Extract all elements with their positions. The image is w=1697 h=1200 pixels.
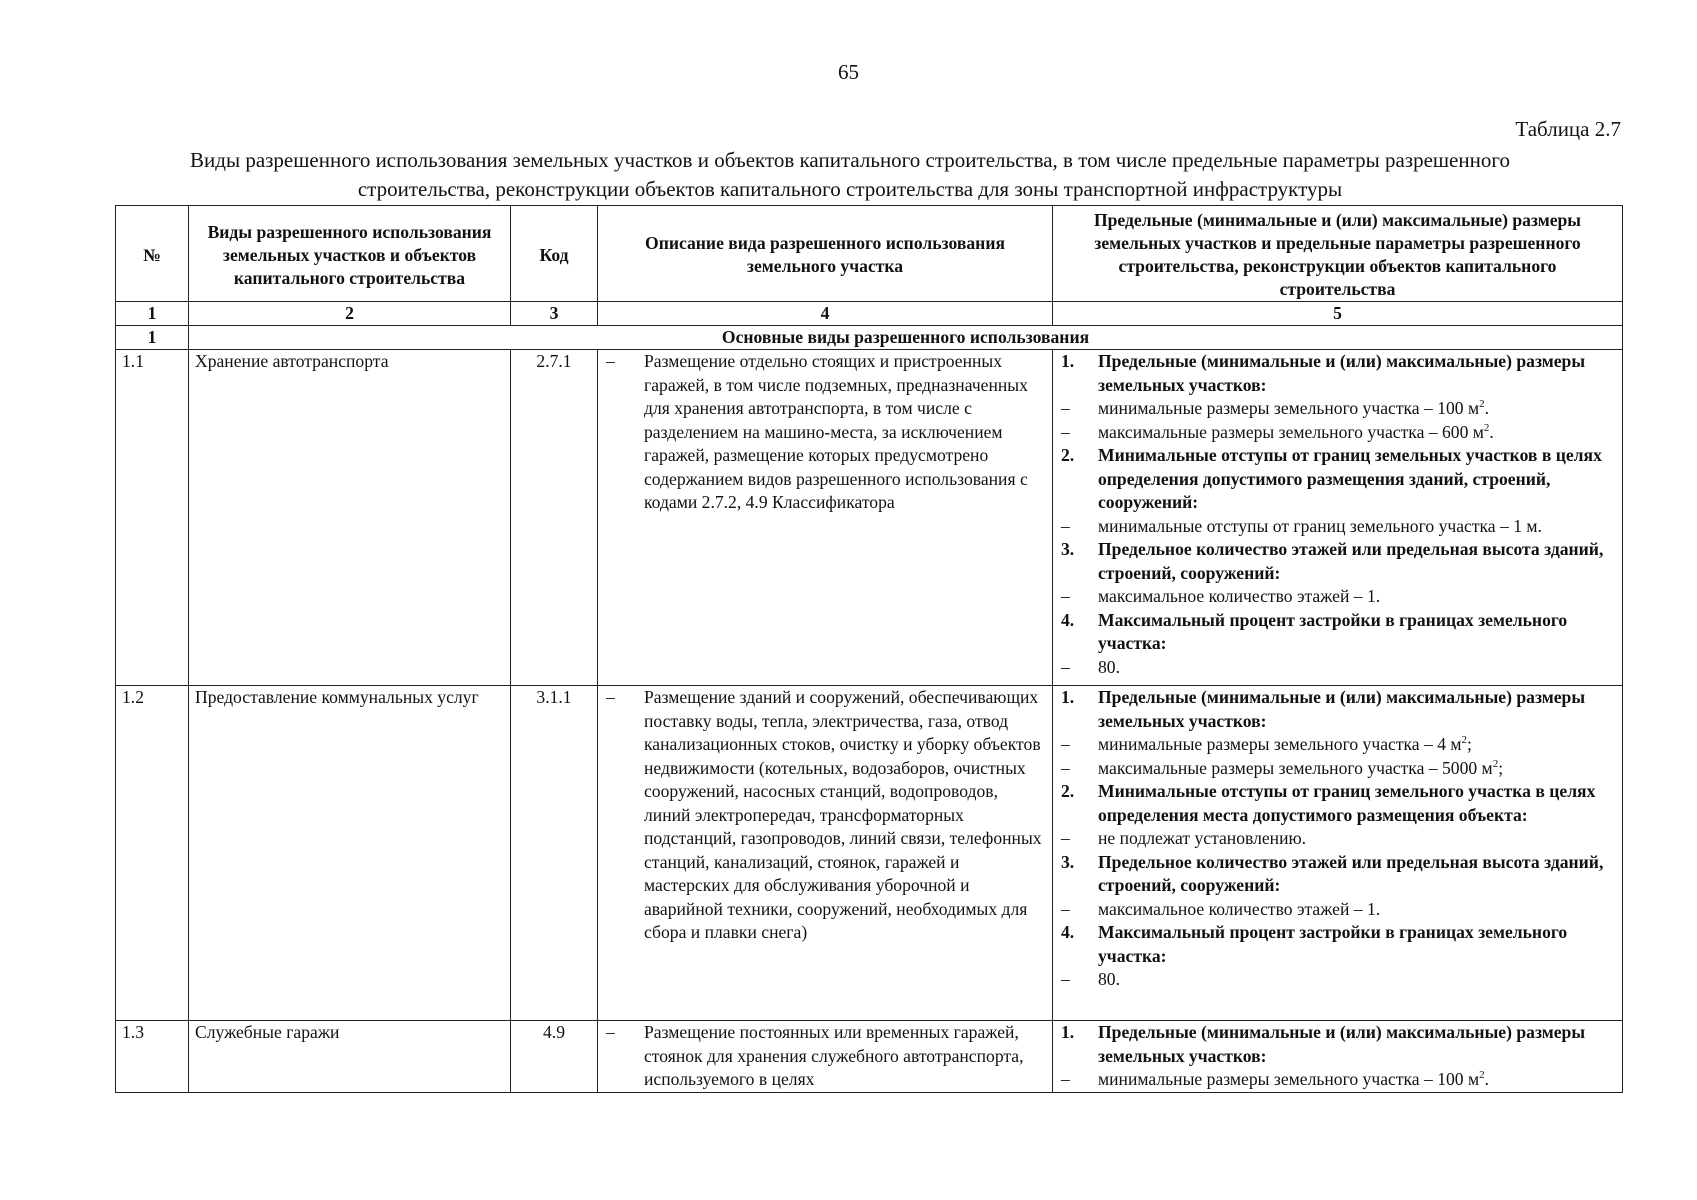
- section-row: [116, 326, 1623, 350]
- row-number: 1.2: [116, 686, 189, 1021]
- param-text: [1098, 757, 1618, 781]
- param-text: [1098, 780, 1618, 827]
- param-marker: –: [1061, 757, 1070, 778]
- param-marker: 3.: [1061, 539, 1075, 559]
- row-number: 1.1: [116, 350, 189, 686]
- use-description-cell: [598, 686, 1053, 1021]
- param-marker: 4.: [1061, 922, 1075, 942]
- param-marker: –: [1061, 586, 1070, 606]
- param-value: Максимальный процент застройки в границах земельного участка:: [1098, 922, 1568, 966]
- table-row: [116, 1021, 1623, 1093]
- param-value: минимальные размеры земельного участка – 4 м: [1098, 734, 1462, 754]
- param-item: [1061, 1068, 1618, 1092]
- column-number-row: [116, 302, 1623, 326]
- param-text: [1098, 733, 1618, 757]
- param-item: [1061, 827, 1618, 851]
- use-description-cell: [598, 350, 1053, 686]
- param-text: [1098, 851, 1618, 898]
- param-marker: 3.: [1061, 851, 1075, 872]
- use-name: Служебные гаражи: [189, 1021, 511, 1093]
- param-punctuation: .: [1489, 421, 1494, 442]
- param-marker: –: [1061, 969, 1070, 989]
- param-item: [1061, 515, 1618, 539]
- use-name: Предоставление коммунальных услуг: [189, 686, 511, 1021]
- use-code: 3.1.1: [511, 686, 598, 1021]
- param-value: Предельные (минимальные и (или) максимальные) размеры земельных участков:: [1098, 1022, 1586, 1066]
- param-text: [1098, 515, 1618, 539]
- unit-superscript: 2: [1461, 734, 1468, 747]
- table-row: [116, 686, 1623, 1021]
- param-text: [1098, 898, 1618, 922]
- param-item: [1061, 898, 1618, 922]
- table-label: Таблица 2.7: [1515, 117, 1621, 141]
- use-description: [604, 686, 1046, 945]
- param-value: 80.: [1098, 969, 1120, 989]
- param-text: [1098, 350, 1618, 397]
- param-punctuation: .: [1484, 398, 1490, 418]
- param-item: [1061, 757, 1618, 781]
- param-value: минимальные размеры земельного участка – 100 м: [1098, 398, 1480, 418]
- column-number: 5: [1053, 302, 1623, 326]
- use-params: [1053, 686, 1623, 1021]
- zoning-table: [115, 205, 1623, 1093]
- section-number: 1: [116, 326, 189, 350]
- param-heading: [1061, 444, 1618, 515]
- use-name: Хранение автотранспорта: [189, 350, 511, 686]
- param-value: максимальное количество этажей – 1.: [1098, 898, 1381, 919]
- param-item: [1061, 421, 1618, 445]
- param-value: Минимальные отступы от границ земельных участков в целях определения допустимого размещения зданий, строений, сооружений:: [1098, 445, 1602, 512]
- param-text: [1098, 921, 1618, 968]
- unit-superscript: 2: [1479, 1069, 1485, 1082]
- header-no: №: [116, 206, 189, 302]
- unit-superscript: 2: [1492, 757, 1499, 770]
- param-text: [1098, 421, 1618, 445]
- param-marker: 1.: [1061, 687, 1075, 707]
- param-text: [1098, 397, 1618, 421]
- param-punctuation: ;: [1498, 757, 1504, 778]
- param-item: [1061, 656, 1618, 680]
- param-marker: 2.: [1061, 781, 1075, 801]
- param-text: [1098, 585, 1618, 609]
- param-text: [1098, 1021, 1618, 1068]
- param-value: Минимальные отступы от границ земельного участка в целях определения места допустимого размещения объекта:: [1098, 781, 1596, 825]
- param-text: [1098, 1068, 1618, 1092]
- param-heading: [1061, 686, 1618, 733]
- param-marker: –: [1061, 398, 1070, 418]
- param-value: 80.: [1098, 656, 1120, 677]
- column-number: 4: [598, 302, 1053, 326]
- param-value: не подлежат установлению.: [1098, 828, 1307, 848]
- header-code: Код: [511, 206, 598, 302]
- dash-marker: –: [606, 1022, 615, 1042]
- table-title: Виды разрешенного использования земельных участков и объектов капитального строительства, в том числе предельные параметры разрешенного строительства, реконструкции объектов капитального строительства для зоны транспортной инфраструктуры: [190, 148, 1510, 201]
- table-header-row: [116, 206, 1623, 302]
- param-value: максимальные размеры земельного участка – 600 м: [1098, 421, 1484, 442]
- param-text: [1098, 968, 1618, 992]
- dash-marker: –: [606, 351, 615, 371]
- param-value: Максимальный процент застройки в границах земельного участка:: [1098, 609, 1568, 653]
- column-number: 2: [189, 302, 511, 326]
- row-number: 1.3: [116, 1021, 189, 1093]
- param-value: максимальное количество этажей – 1.: [1098, 586, 1381, 606]
- param-marker: 1.: [1061, 351, 1075, 371]
- param-marker: 2.: [1061, 445, 1075, 465]
- param-marker: –: [1061, 656, 1070, 677]
- use-params: [1053, 1021, 1623, 1093]
- param-punctuation: .: [1484, 1069, 1490, 1089]
- param-text: [1098, 656, 1618, 680]
- param-item: [1061, 585, 1618, 609]
- column-number: 1: [116, 302, 189, 326]
- header-params: Предельные (минимальные и (или) максимальные) размеры земельных участков и предельные параметры разрешенного строительства, реконструкции объектов капитального строительства: [1053, 206, 1623, 302]
- use-description-cell: [598, 1021, 1053, 1093]
- param-punctuation: ;: [1467, 734, 1472, 754]
- unit-superscript: 2: [1483, 421, 1490, 434]
- dash-marker: –: [606, 687, 615, 707]
- use-params: [1053, 350, 1623, 686]
- param-value: Предельные (минимальные и (или) максимальные) размеры земельных участков:: [1098, 351, 1586, 395]
- use-description: [604, 1021, 1046, 1092]
- param-heading: [1061, 780, 1618, 827]
- param-heading: [1061, 921, 1618, 968]
- param-value: минимальные отступы от границ земельного участка – 1 м.: [1098, 515, 1542, 536]
- param-marker: –: [1061, 828, 1070, 848]
- param-text: [1098, 827, 1618, 851]
- param-marker: –: [1061, 898, 1070, 919]
- param-heading: [1061, 538, 1618, 585]
- param-marker: 1.: [1061, 1022, 1075, 1042]
- param-heading: [1061, 851, 1618, 898]
- column-number: 3: [511, 302, 598, 326]
- param-value: Предельные (минимальные и (или) максимальные) размеры земельных участков:: [1098, 687, 1586, 731]
- description-text: Размещение зданий и сооружений, обеспечивающих поставку воды, тепла, электричества, газа, отвод канализационных стоков, очистку и уборку объектов недвижимости (котельных, водозаборов, очистных сооружений, насосных станций, водопроводов, линий электропередач, трансформаторных подстанций, газопроводов, линий связи, телефонных станций, канализаций, стоянок, гаражей и мастерских для обслуживания уборочной и аварийной техники, сооружений, необходимых для сбора и плавки снега): [644, 687, 1042, 942]
- param-item: [1061, 733, 1618, 757]
- param-value: Предельное количество этажей или предельная высота зданий, строений, сооружений:: [1098, 539, 1604, 583]
- param-item: [1061, 968, 1618, 992]
- param-heading: [1061, 609, 1618, 656]
- param-heading: [1061, 350, 1618, 397]
- use-description: [604, 350, 1046, 515]
- use-code: 4.9: [511, 1021, 598, 1093]
- param-marker: –: [1061, 734, 1070, 754]
- param-text: [1098, 609, 1618, 656]
- description-text: Размещение отдельно стоящих и пристроенных гаражей, в том числе подземных, предназначенных для хранения автотранспорта, в том числе с разделением на машино-места, за исключением гаражей, размещение которых предусмотрено содержанием видов разрешенного использования с кодами 2.7.2, 4.9 Классификатора: [644, 351, 1028, 512]
- param-marker: –: [1061, 421, 1070, 442]
- param-value: максимальные размеры земельного участка – 5000 м: [1098, 757, 1493, 778]
- param-text: [1098, 444, 1618, 515]
- section-title: Основные виды разрешенного использования: [189, 326, 1623, 350]
- header-description: Описание вида разрешенного использования земельного участка: [598, 206, 1053, 302]
- description-text: Размещение постоянных или временных гаражей, стоянок для хранения служебного автотранспорта, используемого в целях: [644, 1022, 1024, 1089]
- header-name: Виды разрешенного использования земельных участков и объектов капитального строительства: [189, 206, 511, 302]
- param-value: минимальные размеры земельного участка – 100 м: [1098, 1069, 1480, 1089]
- param-marker: –: [1061, 1069, 1070, 1089]
- unit-superscript: 2: [1479, 398, 1485, 411]
- param-heading: [1061, 1021, 1618, 1068]
- table-row: [116, 350, 1623, 686]
- param-marker: 4.: [1061, 609, 1075, 630]
- use-code: 2.7.1: [511, 350, 598, 686]
- param-item: [1061, 397, 1618, 421]
- param-value: Предельное количество этажей или предельная высота зданий, строений, сооружений:: [1098, 851, 1604, 895]
- param-marker: –: [1061, 515, 1070, 536]
- page-number: 65: [838, 60, 859, 84]
- param-text: [1098, 686, 1618, 733]
- param-text: [1098, 538, 1618, 585]
